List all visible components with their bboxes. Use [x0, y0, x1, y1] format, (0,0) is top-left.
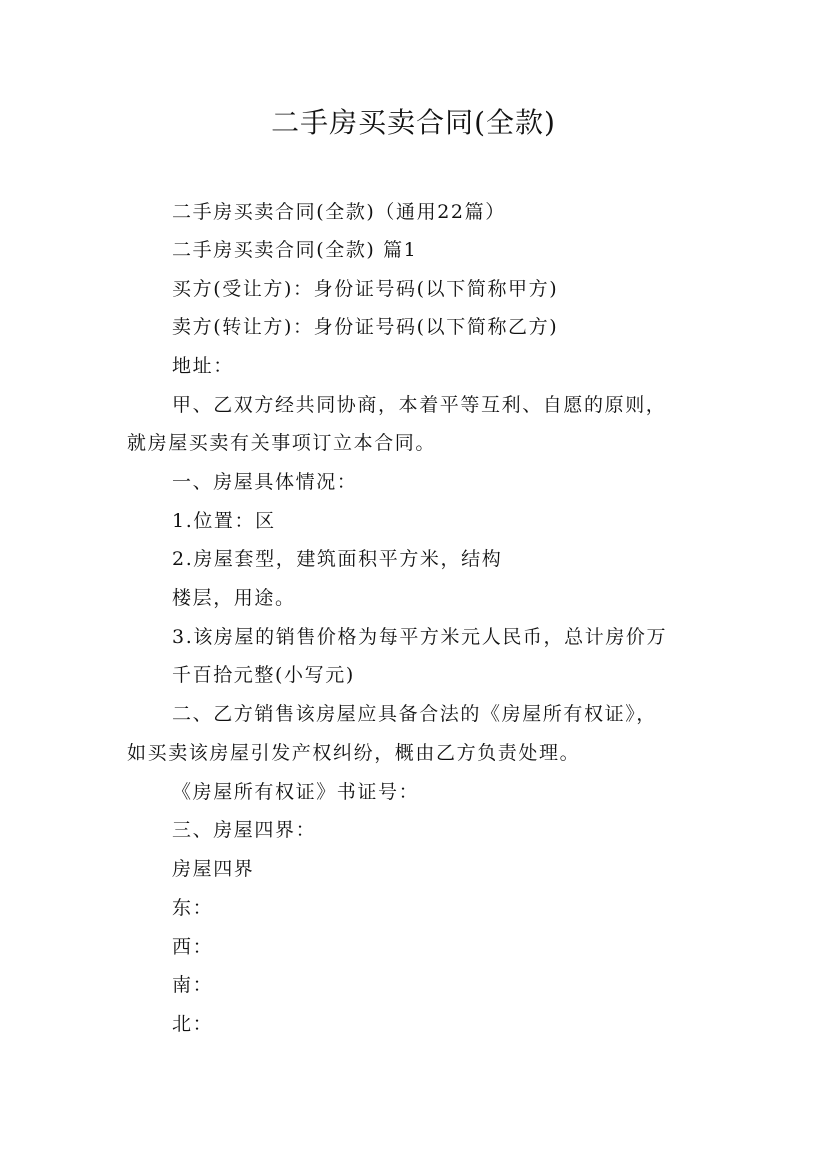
paragraph-line: 如买卖该房屋引发产权纠纷，概由乙方负责处理。: [127, 742, 581, 764]
paragraph-line: 《房屋所有权证》书证号：: [172, 781, 420, 803]
paragraph-line: 二手房买卖合同(全款) 篇1: [172, 239, 418, 261]
paragraph-line: 二、乙方销售该房屋应具备合法的《房屋所有权证》，: [172, 703, 657, 725]
paragraph-line: 北：: [172, 1013, 214, 1035]
paragraph-line: 1.位置：区: [172, 510, 276, 532]
document-title: 二手房买卖合同(全款): [271, 106, 556, 139]
paragraph-line: 买方(受让方)：身份证号码(以下简称甲方): [172, 278, 559, 300]
paragraph-line: 3.该房屋的销售价格为每平方米元人民币，总计房价万: [172, 626, 668, 648]
paragraph-line: 房屋四界: [172, 858, 255, 880]
paragraph-line: 楼层，用途。: [172, 587, 296, 609]
paragraph-line: 南：: [172, 974, 214, 996]
paragraph-line: 2.房屋套型，建筑面积平方米，结构: [172, 548, 503, 570]
paragraph-line: 就房屋买卖有关事项订立本合同。: [127, 432, 437, 454]
paragraph-line: 东：: [172, 897, 214, 919]
paragraph-line: 卖方(转让方)：身份证号码(以下简称乙方): [172, 316, 559, 338]
paragraph-line: 地址：: [172, 355, 234, 377]
paragraph-line: 西：: [172, 936, 214, 958]
paragraph-line: 二手房买卖合同(全款)（通用22篇）: [172, 201, 506, 223]
paragraph-line: 三、房屋四界：: [172, 819, 317, 841]
paragraph-line: 千百拾元整(小写元): [172, 664, 355, 686]
paragraph-line: 甲、乙双方经共同协商，本着平等互利、自愿的原则，: [172, 394, 667, 416]
paragraph-line: 一、房屋具体情况：: [172, 471, 358, 493]
